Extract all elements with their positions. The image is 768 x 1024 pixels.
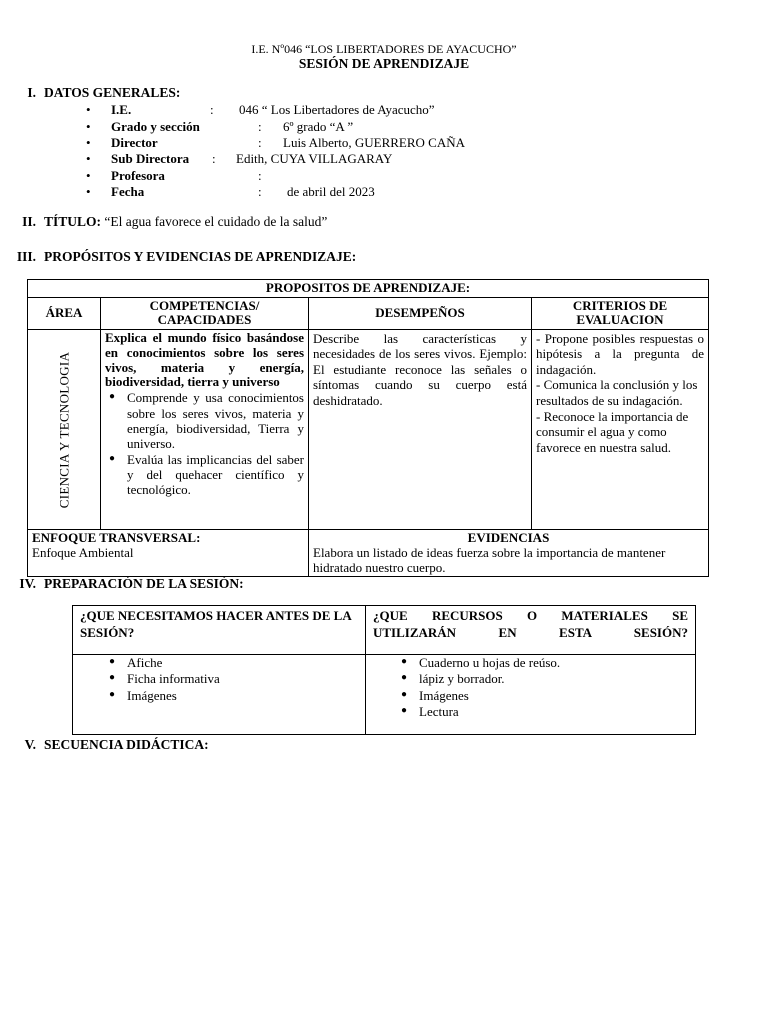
header-desempenos: DESEMPEÑOS [309,297,532,329]
bullet-icon: • [86,184,91,199]
section-number: IV. [19,576,36,591]
propositos-table [27,279,709,577]
datos-value: Edith, CUYA VILLAGARAY [236,151,393,166]
list-item: ● lápiz y borrador. [419,671,695,687]
preparacion-right-cell [366,655,696,735]
list-item: ● Lectura [419,704,695,720]
datos-colon: : [210,102,214,117]
datos-label: Fecha [111,184,145,199]
desempenos-cell [309,329,532,529]
bullet-icon: • [86,102,91,117]
criterio-item: - Comunica la conclusión y los resultados de su indagación. [536,377,698,409]
section-title: SECUENCIA DIDÁCTICA: [44,737,209,752]
datos-colon: : [258,184,262,199]
capacidades-list [105,390,304,497]
list-item: ● Comprende y usa conocimientos sobre los seres vivos, materia y energía, biodiversidad, Tierra y universo. [127,390,304,451]
session-title-value: “El agua favorece el cuidado de la salud” [104,214,328,229]
evidencias-label: EVIDENCIAS [467,529,550,545]
datos-label: Grado y sección [111,119,200,134]
bullet-icon: • [86,135,91,150]
bullet-icon: • [86,119,91,134]
propositos-title: PROPOSITOS DE APRENDIZAJE: [28,280,709,298]
datos-colon: : [212,151,216,166]
list-item: ● Cuaderno u hojas de reúso. [419,655,695,671]
datos-value: de abril del 2023 [287,184,375,199]
datos-value: Luis Alberto, GUERRERO CAÑA [283,135,465,150]
desempeno-text: Describe las características y necesidades de los seres vivos. Ejemplo: El estudiante reconoce las señales o síntomas cuando su cuerpo está deshidratado. [313,330,527,409]
section-datos-generales [8,85,180,101]
criterio-item: - Propone posibles respuestas o hipótesis a la pregunta de indagación. [536,330,704,377]
section-number: V. [24,737,36,752]
header-competencias: COMPETENCIAS/ CAPACIDADES [101,297,309,329]
section-secuencia [8,737,209,753]
recursos-list [398,655,695,720]
preparacion-header-left: ¿QUE NECESITAMOS HACER ANTES DE LA SESIÓN? [73,606,366,655]
list-item: ● Evalúa las implicancias del saber y del quehacer científico y tecnológico. [127,452,304,498]
list-item: ● Imágenes [419,688,695,704]
enfoque-cell [28,529,309,576]
list-item: ● Afiche [127,655,365,671]
school-name: I.E. Nº046 “LOS LIBERTADORES DE AYACUCHO” [251,42,517,56]
evidencias-cell [309,529,709,576]
section-titulo [8,214,327,230]
list-item: ● Imágenes [127,688,365,704]
area-label: CIENCIA Y TECNOLOGIA [56,351,72,508]
preparacion-table [72,605,696,735]
section-number: II. [22,214,36,229]
datos-colon: : [258,119,262,134]
section-title: DATOS GENERALES: [44,85,181,100]
section-preparacion [8,576,244,592]
section-title: PREPARACIÓN DE LA SESIÓN: [44,576,244,591]
document-title: SESIÓN DE APRENDIZAJE [298,56,470,71]
list-item: ● Ficha informativa [127,671,365,687]
header-area: ÁREA [28,297,101,329]
enfoque-label: ENFOQUE TRANSVERSAL: [32,529,201,545]
header-criterios: CRITERIOS DE EVALUACION [532,297,709,329]
section-number: I. [27,85,36,100]
section-number: III. [16,249,36,264]
section-title: PROPÓSITOS Y EVIDENCIAS DE APRENDIZAJE: [44,249,357,264]
criterios-cell [532,329,709,529]
datos-value: 046 “ Los Libertadores de Ayacucho” [239,102,435,117]
datos-label: I.E. [111,102,132,117]
bullet-icon: • [86,168,91,183]
competencias-cell [101,329,309,529]
datos-label: Sub Directora [111,151,190,166]
datos-label: Profesora [111,168,165,183]
antes-list [105,655,365,704]
enfoque-value: Enfoque Ambiental [32,544,134,560]
criterio-item: - Reconoce la importancia de consumir el agua y como favorece en nuestra salud. [536,408,689,455]
competencia-text: Explica el mundo físico basándose en conocimientos sobre los seres vivos, materia y energía, biodiversidad, tierra y universo [105,329,304,390]
datos-colon: : [258,135,262,150]
preparacion-left-cell [73,655,366,735]
evidencias-value: Elabora un listado de ideas fuerza sobre la importancia de mantener hidratado nuestro cuerpo. [313,544,666,576]
section-propositos [8,249,356,265]
section-title: TÍTULO: [44,214,102,229]
bullet-icon: • [86,151,91,166]
preparacion-header-right: ¿QUE RECURSOS O MATERIALES SE UTILIZARÁN EN ESTA SESIÓN? [366,606,696,655]
area-cell [28,329,101,529]
datos-label: Director [111,135,158,150]
datos-value: 6º grado “A ” [283,119,354,134]
datos-colon: : [258,168,262,183]
